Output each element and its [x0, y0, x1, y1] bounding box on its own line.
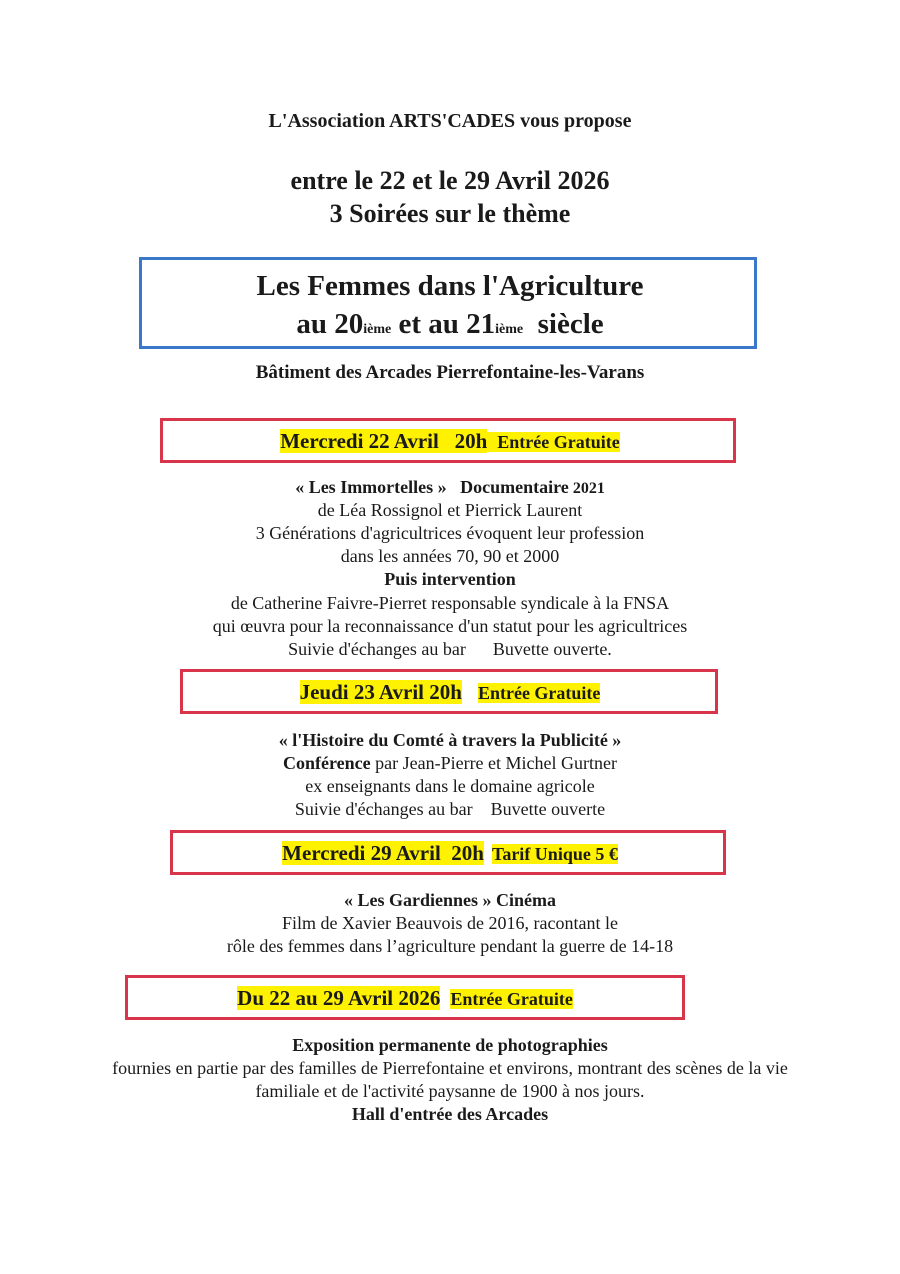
- event-1-line-7: qui œuvra pour la reconnaissance d'un statut pour les agricultrices: [212, 616, 688, 636]
- theme-intro-line: 3 Soirées sur le thème: [329, 199, 571, 228]
- event-1-date: Mercredi 22 Avril 20h: [280, 429, 488, 453]
- event-3-line-1: « Les Gardiennes » Cinéma: [343, 890, 556, 910]
- event-1-header: [0, 429, 900, 454]
- title-line-1: Les Femmes dans l'Agriculture: [256, 270, 644, 302]
- title-suffix-1: ième: [363, 322, 392, 337]
- event-1-film-line: [0, 477, 900, 498]
- event-4-line-1: Exposition permanente de photographies: [292, 1035, 608, 1055]
- event-1-film-type: Documentaire: [446, 477, 569, 497]
- venue-line: Bâtiment des Arcades Pierrefontaine-les-Varans: [255, 362, 645, 383]
- event-4-date: Du 22 au 29 Avril 2026: [237, 986, 441, 1010]
- title-line-2: [0, 308, 900, 341]
- event-3-line-3: rôle des femmes dans l’agriculture pendant la guerre de 14-18: [226, 936, 674, 956]
- event-3-date: Mercredi 29 Avril 20h: [282, 841, 484, 865]
- event-2-speakers: par Jean-Pierre et Michel Gurtner: [370, 753, 618, 773]
- event-1-line-2: de Léa Rossignol et Pierrick Laurent: [317, 500, 583, 520]
- date-range-line: entre le 22 et le 29 Avril 2026: [290, 166, 610, 195]
- event-2-conference-label: Conférence: [282, 753, 371, 773]
- event-4-line-4: Hall d'entrée des Arcades: [351, 1104, 549, 1124]
- event-1-line-5: Puis intervention: [384, 569, 516, 589]
- event-3-line-2: Film de Xavier Beauvois de 2016, racontant le: [282, 913, 618, 933]
- event-2-line-2: [0, 753, 900, 774]
- event-1-line-4: dans les années 70, 90 et 2000: [340, 546, 560, 566]
- event-1-film-title: « Les Immortelles »: [295, 477, 447, 497]
- event-2-date: Jeudi 23 Avril 20h: [299, 680, 462, 704]
- event-3-price: Tarif Unique 5 €: [491, 844, 618, 864]
- event-4-price: Entrée Gratuite: [450, 989, 573, 1009]
- event-2-header: [0, 680, 900, 705]
- event-4-header: [125, 986, 685, 1011]
- event-4-line-2: fournies en partie par des familles de Pierrefontaine et environs, montrant des scènes de la vie: [112, 1058, 788, 1078]
- event-1-line-3: 3 Générations d'agricultrices évoquent leur profession: [255, 523, 645, 543]
- title-line-2-part-a: au 20: [296, 308, 364, 340]
- event-1-price: Entrée Gratuite: [487, 432, 619, 452]
- event-2-line-1: « l'Histoire du Comté à travers la Publicité »: [278, 730, 622, 750]
- event-2-line-4: Suivie d'échanges au bar Buvette ouverte: [294, 799, 606, 819]
- event-2-line-3: ex enseignants dans le domaine agricole: [305, 776, 595, 796]
- event-2-price: Entrée Gratuite: [477, 683, 601, 703]
- presenter-line: L'Association ARTS'CADES vous propose: [268, 110, 632, 132]
- event-1-line-8: Suivie d'échanges au bar Buvette ouverte.: [288, 639, 612, 659]
- event-4-line-3: familiale et de l'activité paysanne de 1900 à nos jours.: [255, 1081, 645, 1101]
- title-line-2-part-b: et au 21: [391, 308, 496, 340]
- event-1-line-6: de Catherine Faivre-Pierret responsable syndicale à la FNSA: [230, 593, 670, 613]
- title-line-2-part-c: siècle: [523, 308, 604, 340]
- event-1-film-year: 2021: [568, 480, 605, 497]
- event-3-header: [0, 841, 900, 866]
- title-suffix-2: ième: [495, 322, 524, 337]
